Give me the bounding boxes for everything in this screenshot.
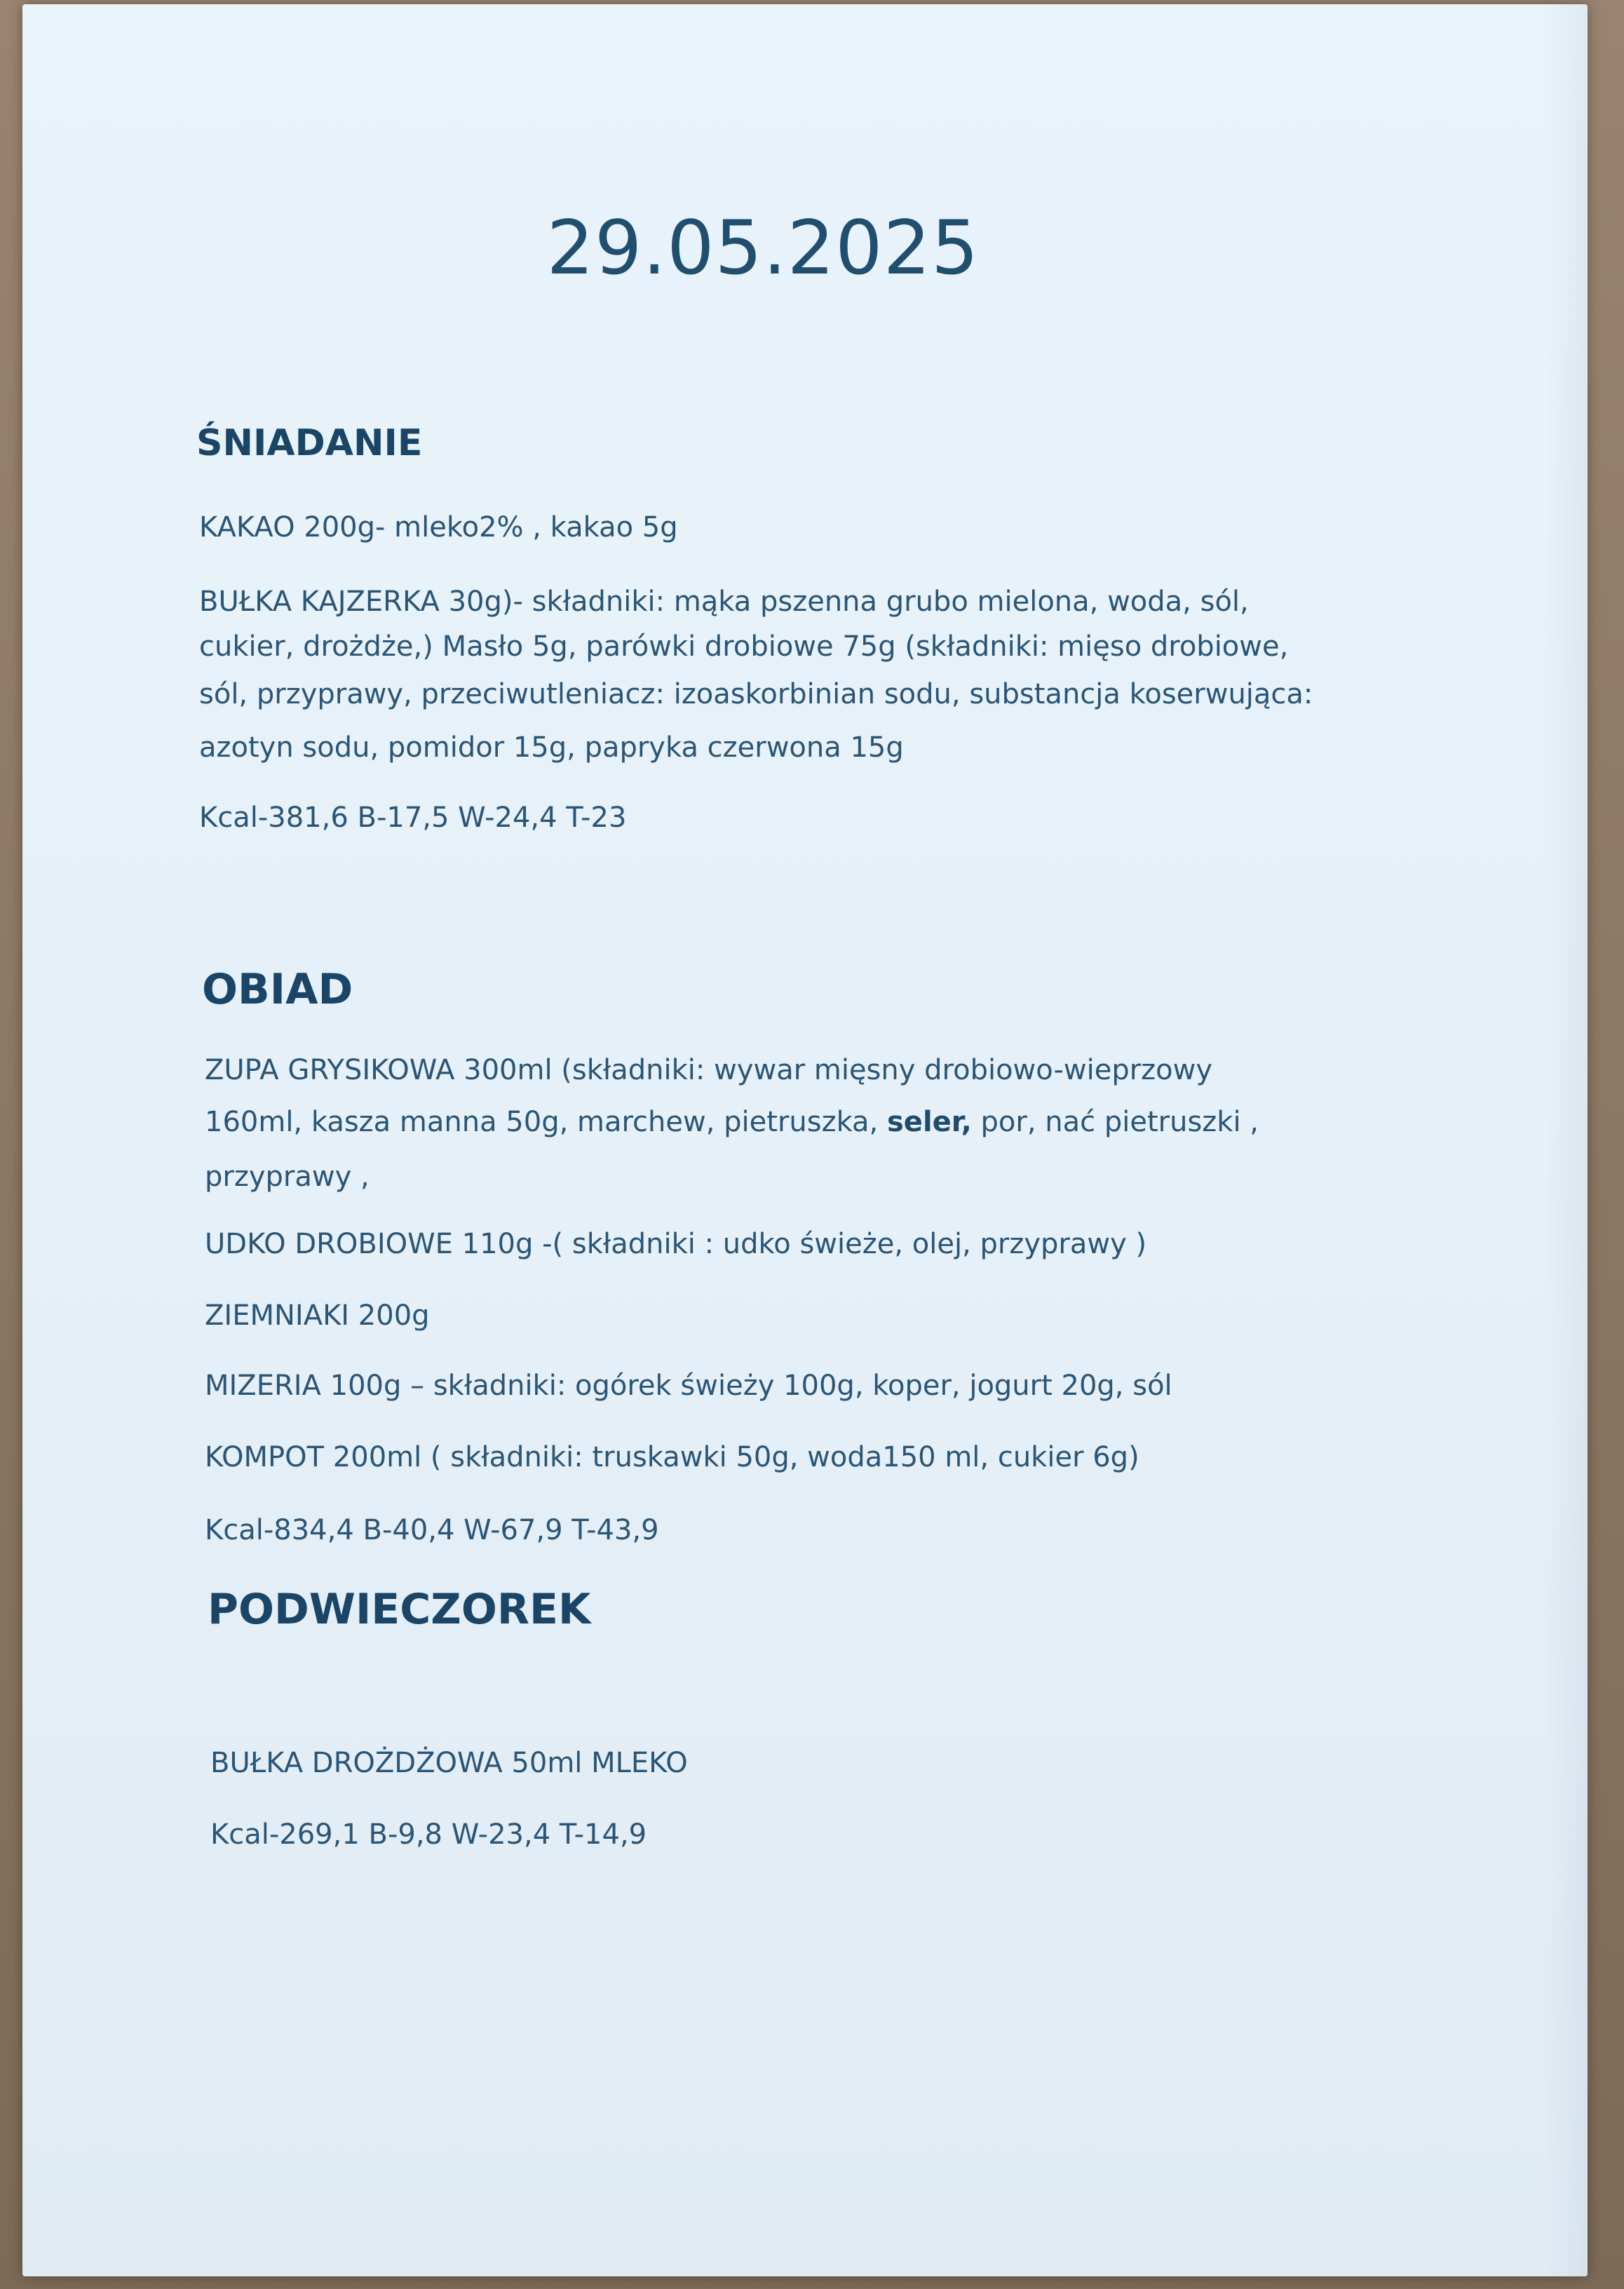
lunch-line-2-text: 160ml, kasza manna 50g, marchew, pietruszka,: [205, 1106, 887, 1138]
breakfast-line-5: azotyn sodu, pomidor 15g, papryka czerwona 15g: [199, 731, 904, 764]
lunch-line-2-tail: por, nać pietruszki ,: [971, 1106, 1259, 1138]
snack-nutrition: Kcal-269,1 B-9,8 W-23,4 T-14,9: [210, 1818, 647, 1851]
lunch-nutrition: Kcal-834,4 B-40,4 W-67,9 T-43,9: [205, 1514, 659, 1546]
lunch-line-5: ZIEMNIAKI 200g: [205, 1299, 430, 1332]
breakfast-nutrition: Kcal-381,6 B-17,5 W-24,4 T-23: [199, 802, 627, 834]
lunch-line-2: [205, 1105, 1259, 1139]
snack-line-1: BUŁKA DROŻDŻOWA 50ml MLEKO: [210, 1747, 688, 1779]
heading-breakfast: ŚNIADANIE: [196, 422, 423, 464]
menu-date: 29.05.2025: [546, 205, 980, 291]
paper-shadow-edge: [1545, 4, 1588, 2276]
lunch-line-6: MIZERIA 100g – składniki: ogórek świeży 100g, koper, jogurt 20g, sól: [205, 1370, 1172, 1402]
breakfast-line-3: cukier, drożdże,) Masło 5g, parówki drobiowe 75g (składniki: mięso drobiowe,: [199, 630, 1289, 663]
heading-snack: PODWIECZOREK: [208, 1585, 591, 1634]
lunch-line-3: przyprawy ,: [205, 1161, 370, 1193]
heading-lunch: OBIAD: [202, 965, 353, 1014]
breakfast-line-2: BUŁKA KAJZERKA 30g)- składniki: mąka pszenna grubo mielona, woda, sól,: [199, 586, 1249, 618]
breakfast-line-4: sól, przyprawy, przeciwutleniacz: izoaskorbinian sodu, substancja koserwująca:: [199, 678, 1313, 710]
menu-sheet: [22, 4, 1588, 2276]
lunch-line-4: UDKO DROBIOWE 110g -( składniki : udko świeże, olej, przyprawy ): [205, 1228, 1147, 1260]
lunch-line-7: KOMPOT 200ml ( składniki: truskawki 50g, woda150 ml, cukier 6g): [205, 1441, 1139, 1473]
breakfast-line-1: KAKAO 200g- mleko2% , kakao 5g: [199, 511, 678, 543]
lunch-line-2-bold: seler,: [887, 1106, 972, 1138]
lunch-line-1: ZUPA GRYSIKOWA 300ml (składniki: wywar mięsny drobiowo-wieprzowy: [205, 1054, 1213, 1086]
